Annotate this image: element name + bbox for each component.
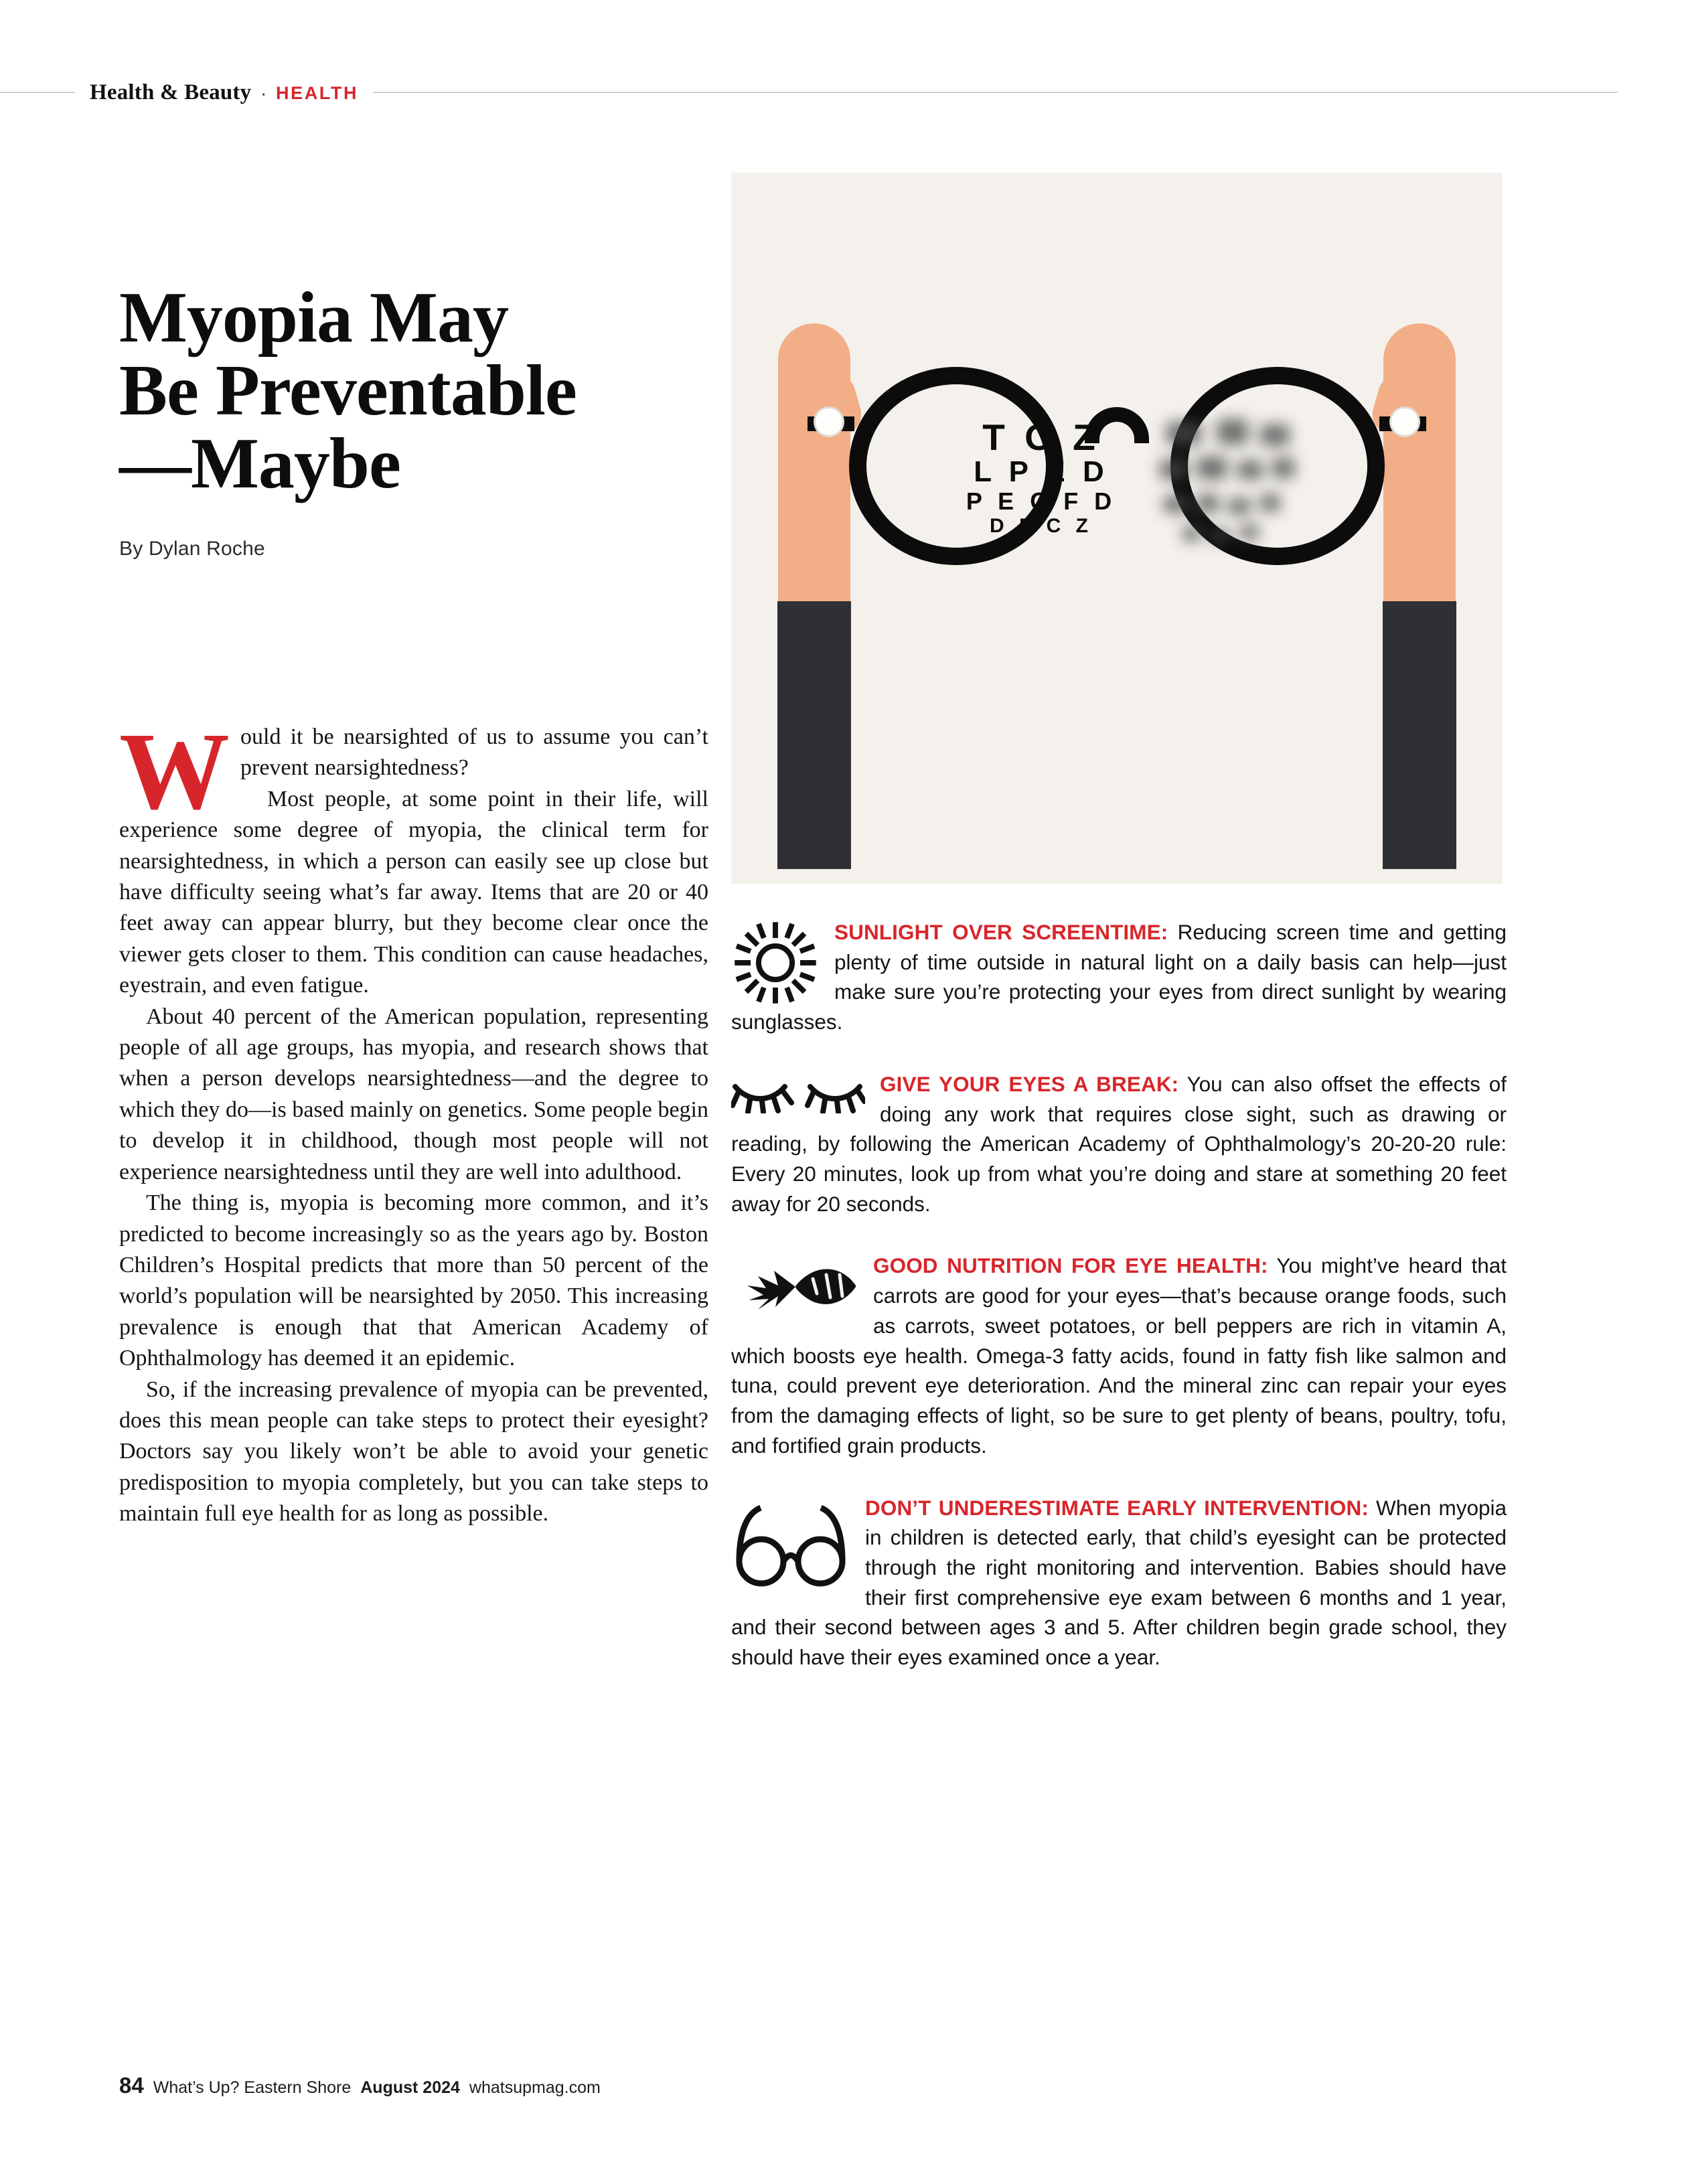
header-section-label: Health & Beauty	[90, 80, 252, 104]
drop-cap: W	[119, 710, 230, 832]
tip-label: GOOD NUTRITION FOR EYE HEALTH:	[873, 1253, 1268, 1278]
tips-column	[731, 917, 1507, 1705]
page-header	[0, 79, 1682, 106]
tip-early-intervention	[731, 1493, 1507, 1672]
carrot-icon	[731, 1256, 858, 1316]
eye-chart-row-3: P E C F D	[966, 487, 1117, 515]
page-title	[119, 278, 722, 504]
article-body-left-column	[119, 710, 708, 1530]
headline-line-3: —Maybe	[119, 424, 400, 504]
lens-left	[849, 367, 1117, 565]
paragraph	[119, 784, 708, 1002]
header-rule-left	[0, 92, 75, 93]
page-number: 84	[119, 2073, 144, 2098]
tip-label: GIVE YOUR EYES A BREAK:	[880, 1071, 1179, 1096]
page-footer	[119, 2073, 601, 2098]
issue-date: August 2024	[360, 2078, 460, 2097]
header-rule-right	[373, 92, 1618, 93]
header-separator: ·	[260, 82, 266, 103]
tip-sunlight-over-screentime	[731, 917, 1507, 1037]
tip-body: When myopia in children is detected early, that child’s eyesight can be protected through the right monitoring and intervention. Babies should have their first comprehensive eye exam between 6 months and 1 year, and their second between ages 3 and 5. After children begin grade school, they should have their eyes examined once a year.	[731, 1495, 1507, 1670]
article-illustration	[731, 173, 1503, 884]
byline: By Dylan Roche	[119, 538, 265, 560]
paragraph	[119, 710, 708, 832]
tip-text	[731, 917, 1507, 1037]
publication-name: What’s Up? Eastern Shore	[153, 2078, 352, 2097]
lens-right	[1170, 367, 1385, 565]
tip-body: You might’ve heard that carrots are good for your eyes—that’s because orange foods, such as carrots, sweet potatoes, or bell peppers are rich in vitamin A, which boosts eye health. Omega-3 fatty acids, found in fatty fish like salmon and tuna, could prevent eye deterioration. And the mineral zinc can repair your eyes from the damaging effects of light, so be sure to get plenty of beans, poultry, tofu, and fortified grain products.	[731, 1253, 1507, 1458]
tip-body: You can also offset the effects of doing any work that requires close sight, such as drawing or reading, by following the American Academy of Ophthalmology’s 20-20-20 rule: Every 20 minutes, look up from what you’re doing and stare at something 20 feet away for 20 seconds.	[731, 1071, 1507, 1216]
title-block	[119, 278, 722, 560]
tip-label: DON’T UNDERESTIMATE EARLY INTERVENTION:	[865, 1495, 1369, 1520]
sun-icon	[731, 919, 820, 1007]
paragraph-text: ould it be nearsighted of us to assume you can’t prevent nearsightedness?	[240, 724, 708, 781]
headline-line-1: Myopia May	[119, 278, 508, 358]
closed-eyes-icon	[731, 1073, 865, 1113]
header-kicker	[75, 80, 373, 105]
tip-give-your-eyes-a-break	[731, 1069, 1507, 1219]
eyeglasses-icon	[731, 1504, 850, 1589]
tip-label: SUNLIGHT OVER SCREENTIME:	[834, 920, 1168, 944]
paragraph	[119, 1002, 708, 1188]
sleeve-right	[1383, 601, 1456, 869]
paragraph-text: About 40 percent of the American population, representing people of all age groups, has myopia, and research shows that when a person develops nearsightedness—and the degree to which they do—is based mainly on genetics. Some people begin to develop it in childhood, though most people will not experience nearsightedness until they are well into adulthood.	[119, 1004, 708, 1184]
paragraph	[119, 1375, 708, 1530]
eye-chart-row-1: T O Z	[982, 416, 1100, 458]
eyeglasses-illustration	[818, 367, 1416, 568]
paragraph-text: So, if the increasing prevalence of myopia can be prevented, does this mean people can take steps to protect their eyesight? Doctors say you likely won’t be able to avoid your genetic predisposition to myopia completely, but you can take steps to maintain full eye health for as long as possible.	[119, 1377, 708, 1527]
tip-body: Reducing screen time and getting plenty of time outside in natural light on a daily basis can help—just make sure you’re protecting your eyes from direct sunlight by wearing sunglasses.	[731, 920, 1507, 1034]
eye-chart-row-4: D F C Z	[990, 514, 1093, 537]
blurred-eye-chart	[1153, 415, 1306, 554]
header-category-label: HEALTH	[276, 82, 359, 103]
paragraph	[119, 1188, 708, 1374]
headline-line-2: Be Preventable	[119, 351, 577, 431]
sleeve-left	[777, 601, 851, 869]
paragraph-text: Most people, at some point in their life, will experience some degree of myopia, the clinical term for nearsightedness, in which a person can easily see up close but have difficulty seeing what’s far away. Items that are 20 or 40 feet away can appear blurry, but they become clear once the viewer gets closer to them. This condition can cause headaches, eyestrain, and even fatigue.	[119, 786, 708, 998]
tip-good-nutrition-for-eye-health	[731, 1251, 1507, 1460]
website-url: whatsupmag.com	[469, 2078, 601, 2097]
bridge	[1085, 407, 1149, 443]
paragraph-text: The thing is, myopia is becoming more common, and it’s predicted to become increasingly so as the years ago by. Boston Children’s Hospital predicts that more than 50 percent of the world’s population will be nearsighted by 2050. This increasing prevalence is enough that that American Academy of Ophthalmology has deemed it an epidemic.	[119, 1190, 708, 1371]
hinge-right	[1391, 408, 1418, 435]
eye-chart-row-2: L P E D	[974, 455, 1109, 488]
hinge-left	[816, 408, 842, 435]
